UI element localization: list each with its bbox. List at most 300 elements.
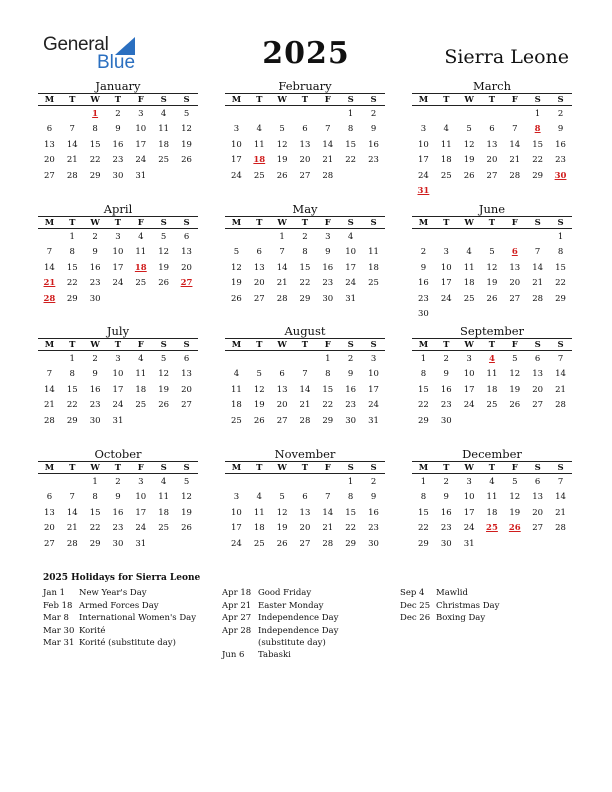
day-cell: 2 — [557, 108, 564, 119]
day-cell: 25 — [368, 278, 379, 289]
holiday-date: Apr 28 — [222, 625, 252, 636]
day-cell: 27 — [532, 523, 544, 534]
month-name: June — [478, 202, 506, 216]
day-cell: 2 — [92, 231, 98, 242]
holiday-name: Boxing Day — [436, 613, 486, 623]
week-row — [225, 413, 385, 429]
day-cell: 21 — [44, 400, 55, 411]
day-cell: 2 — [302, 231, 308, 242]
day-cell: 11 — [486, 369, 498, 380]
day-cell: 28 — [322, 538, 334, 549]
weekday-header: F — [316, 217, 339, 229]
day-cell: 6 — [489, 124, 495, 135]
day-cell: 23 — [322, 278, 334, 289]
day-cell: 4 — [138, 353, 144, 364]
weekday-header: S — [362, 217, 385, 229]
month-name: December — [462, 447, 522, 461]
week-row — [412, 536, 572, 552]
day-cell: 27 — [486, 170, 498, 181]
day-cell: 14 — [555, 369, 566, 380]
holiday-day: 4 — [488, 353, 495, 364]
day-cell: 24 — [345, 278, 357, 289]
empty-day-cell — [412, 106, 435, 122]
day-cell: 15 — [89, 139, 101, 150]
week-row — [225, 276, 385, 292]
day-cell: 24 — [368, 400, 379, 411]
weekday-header: T — [61, 94, 84, 106]
page-title-year: 2025 — [262, 36, 350, 71]
week-row — [412, 398, 572, 414]
weekday-header: S — [549, 217, 572, 229]
day-cell: 1 — [420, 353, 427, 364]
empty-day-cell — [503, 413, 526, 429]
day-cell: 6 — [534, 353, 541, 364]
holiday-entry — [400, 612, 570, 624]
day-cell: 14 — [44, 384, 55, 395]
day-cell: 4 — [160, 476, 167, 487]
weekday-header: S — [175, 94, 198, 106]
empty-day-cell — [526, 536, 549, 552]
empty-day-cell — [549, 536, 572, 552]
month-name: October — [94, 447, 142, 461]
day-cell: 24 — [463, 523, 475, 534]
day-cell: 4 — [138, 231, 144, 242]
holiday-date: Dec 26 — [400, 613, 431, 623]
day-cell: 14 — [322, 507, 334, 518]
day-cell: 31 — [345, 293, 357, 304]
month-december — [412, 447, 572, 552]
day-cell: 1 — [279, 231, 285, 242]
day-cell: 5 — [466, 124, 472, 135]
day-cell: 6 — [183, 231, 190, 242]
day-cell: 16 — [112, 139, 124, 150]
month-table — [38, 216, 198, 307]
day-cell: 26 — [276, 170, 288, 181]
day-cell: 25 — [463, 293, 475, 304]
weekday-header: W — [84, 462, 107, 474]
week-row — [38, 351, 198, 367]
month-february — [225, 79, 385, 184]
week-row — [412, 307, 572, 323]
day-cell: 9 — [443, 369, 449, 380]
day-cell: 29 — [532, 170, 544, 181]
day-cell: 12 — [463, 139, 475, 150]
empty-day-cell — [458, 307, 481, 323]
day-cell: 21 — [276, 278, 288, 289]
day-cell: 5 — [233, 247, 240, 258]
day-cell: 28 — [555, 523, 566, 534]
day-cell: 11 — [463, 262, 475, 273]
weekday-header: W — [458, 217, 481, 229]
day-cell: 18 — [231, 400, 242, 411]
empty-day-cell — [271, 474, 294, 490]
day-cell: 17 — [440, 278, 452, 289]
day-cell: 28 — [322, 170, 334, 181]
day-cell: 31 — [135, 538, 147, 549]
day-cell: 9 — [92, 247, 98, 258]
day-cell: 21 — [66, 155, 78, 166]
week-row — [38, 521, 198, 537]
day-cell — [84, 106, 107, 122]
weekday-header: W — [458, 462, 481, 474]
day-cell: 26 — [181, 155, 192, 166]
day-cell: 19 — [253, 400, 265, 411]
holiday-day: 8 — [534, 124, 541, 135]
weekday-header: T — [435, 217, 458, 229]
day-cell: 10 — [440, 262, 452, 273]
weekday-header: S — [152, 339, 175, 351]
weekday-header: M — [38, 217, 61, 229]
day-cell: 2 — [370, 476, 377, 487]
weekday-header: M — [225, 217, 248, 229]
weekday-header: F — [503, 94, 526, 106]
holiday-name: Christmas Day — [436, 600, 500, 611]
weekday-header: W — [84, 339, 107, 351]
day-cell: 12 — [181, 124, 192, 135]
day-cell: 22 — [322, 400, 334, 411]
week-row — [38, 490, 198, 506]
week-row — [412, 168, 572, 184]
day-cell: 1 — [534, 108, 541, 119]
weekday-header: S — [152, 217, 175, 229]
day-cell: 16 — [112, 507, 124, 518]
empty-day-cell — [362, 168, 385, 184]
day-cell: 27 — [44, 170, 55, 181]
day-cell: 16 — [89, 262, 101, 273]
weekday-header: W — [84, 94, 107, 106]
day-cell — [38, 276, 61, 292]
day-cell: 2 — [92, 353, 98, 364]
day-cell: 21 — [555, 384, 566, 395]
holiday-date: Mar 31 — [43, 638, 75, 648]
day-cell: 5 — [512, 353, 518, 364]
week-row — [412, 122, 572, 138]
day-cell: 16 — [322, 262, 334, 273]
week-row — [412, 382, 572, 398]
day-cell: 11 — [253, 507, 265, 518]
month-name: March — [473, 79, 511, 93]
day-cell: 12 — [158, 247, 170, 258]
day-cell: 13 — [532, 369, 544, 380]
day-cell: 8 — [557, 247, 564, 258]
day-cell: 8 — [420, 369, 427, 380]
weekday-header: S — [152, 94, 175, 106]
day-cell: 3 — [233, 124, 240, 135]
day-cell: 18 — [158, 139, 170, 150]
day-cell: 9 — [557, 124, 564, 135]
week-row — [38, 122, 198, 138]
weekday-header: S — [362, 339, 385, 351]
day-cell: 1 — [69, 231, 75, 242]
day-cell: 16 — [89, 384, 101, 395]
day-cell: 12 — [181, 492, 192, 503]
day-cell: 25 — [231, 415, 242, 426]
day-cell: 10 — [463, 492, 475, 503]
weekday-header: S — [526, 217, 549, 229]
day-cell: 23 — [89, 400, 101, 411]
day-cell — [549, 168, 572, 184]
weekday-header: M — [38, 339, 61, 351]
day-cell: 20 — [276, 400, 288, 411]
day-cell: 13 — [181, 369, 192, 380]
day-cell: 7 — [279, 247, 285, 258]
holiday-day: 18 — [134, 262, 147, 273]
weekday-header: S — [339, 217, 362, 229]
day-cell: 12 — [158, 369, 170, 380]
empty-day-cell — [248, 351, 271, 367]
week-row — [225, 245, 385, 261]
day-cell: 9 — [443, 492, 449, 503]
day-cell: 29 — [89, 538, 101, 549]
day-cell: 21 — [322, 523, 334, 534]
week-row — [225, 291, 385, 307]
day-cell: 11 — [135, 247, 147, 258]
day-cell: 20 — [532, 384, 544, 395]
week-row — [38, 367, 198, 383]
week-row — [38, 229, 198, 245]
day-cell: 11 — [486, 492, 498, 503]
day-cell: 15 — [345, 139, 357, 150]
day-cell: 28 — [509, 170, 521, 181]
week-row — [412, 505, 572, 521]
weekday-header: S — [526, 94, 549, 106]
empty-day-cell — [503, 184, 526, 200]
day-cell: 26 — [486, 293, 498, 304]
day-cell: 29 — [89, 170, 101, 181]
holiday-entry — [222, 587, 387, 599]
day-cell: 12 — [276, 507, 288, 518]
week-row — [412, 153, 572, 169]
day-cell: 14 — [66, 507, 78, 518]
weekday-header: T — [481, 217, 504, 229]
weekday-header: S — [339, 462, 362, 474]
day-cell: 25 — [135, 278, 147, 289]
day-cell: 2 — [115, 108, 121, 119]
day-cell: 7 — [325, 492, 331, 503]
holiday-name: Easter Monday — [258, 600, 324, 611]
logo-word-general: General — [43, 34, 109, 55]
day-cell: 29 — [555, 293, 566, 304]
day-cell: 17 — [231, 523, 242, 534]
weekday-header: F — [129, 339, 152, 351]
weekday-header: M — [225, 94, 248, 106]
day-cell: 28 — [555, 400, 566, 411]
weekday-header: W — [271, 94, 294, 106]
weekday-header: T — [107, 217, 130, 229]
weekday-header: F — [503, 217, 526, 229]
empty-day-cell — [248, 474, 271, 490]
holiday-day: 28 — [43, 293, 56, 304]
weekday-header: T — [61, 462, 84, 474]
day-cell: 29 — [66, 293, 78, 304]
empty-day-cell — [339, 168, 362, 184]
day-cell: 11 — [440, 139, 452, 150]
holiday-entry — [43, 612, 213, 624]
week-row — [225, 474, 385, 490]
weekday-header: S — [526, 462, 549, 474]
weekday-header: S — [175, 462, 198, 474]
day-cell — [248, 153, 271, 169]
holiday-entry — [400, 587, 570, 599]
holiday-name: Mawlid — [436, 588, 468, 598]
day-cell: 9 — [370, 492, 377, 503]
day-cell: 31 — [135, 170, 147, 181]
day-cell: 22 — [418, 523, 429, 534]
empty-day-cell — [129, 291, 152, 307]
day-cell: 5 — [279, 492, 285, 503]
day-cell: 29 — [345, 538, 357, 549]
day-cell: 26 — [158, 278, 170, 289]
week-row — [38, 536, 198, 552]
day-cell: 18 — [158, 507, 170, 518]
empty-day-cell — [481, 536, 504, 552]
empty-day-cell — [271, 351, 294, 367]
weekday-header: M — [38, 462, 61, 474]
day-cell: 4 — [160, 108, 167, 119]
day-cell: 16 — [555, 139, 566, 150]
day-cell: 18 — [253, 523, 265, 534]
holiday-name: Good Friday — [258, 588, 312, 598]
day-cell: 18 — [135, 384, 147, 395]
month-table — [412, 93, 572, 199]
day-cell: 13 — [276, 384, 288, 395]
day-cell: 8 — [325, 369, 331, 380]
day-cell: 10 — [231, 507, 242, 518]
day-cell: 22 — [299, 278, 311, 289]
empty-day-cell — [526, 413, 549, 429]
empty-day-cell — [435, 229, 458, 245]
day-cell: 30 — [368, 538, 379, 549]
holiday-date: Sep 4 — [400, 588, 425, 598]
holiday-entry — [43, 587, 213, 599]
day-cell: 2 — [443, 353, 449, 364]
week-row — [225, 367, 385, 383]
day-cell: 19 — [181, 139, 192, 150]
empty-day-cell — [61, 474, 84, 490]
day-cell: 22 — [555, 278, 566, 289]
day-cell: 20 — [181, 262, 192, 273]
day-cell: 6 — [46, 492, 53, 503]
day-cell: 21 — [532, 278, 544, 289]
day-cell — [175, 276, 198, 292]
day-cell: 5 — [183, 476, 190, 487]
empty-day-cell — [152, 413, 175, 429]
holiday-column — [222, 587, 387, 662]
day-cell: 21 — [299, 400, 311, 411]
day-cell: 18 — [486, 384, 498, 395]
day-cell: 13 — [181, 247, 192, 258]
day-cell: 30 — [440, 538, 452, 549]
day-cell: 19 — [509, 384, 521, 395]
day-cell: 20 — [44, 523, 55, 534]
day-cell: 27 — [299, 538, 311, 549]
month-name: September — [459, 324, 525, 338]
day-cell: 5 — [160, 231, 167, 242]
day-cell: 14 — [299, 384, 311, 395]
day-cell: 24 — [463, 400, 475, 411]
day-cell: 14 — [66, 139, 78, 150]
day-cell: 22 — [66, 400, 78, 411]
day-cell: 19 — [276, 155, 288, 166]
weekday-header: W — [458, 94, 481, 106]
empty-day-cell — [225, 474, 248, 490]
day-cell: 24 — [112, 400, 124, 411]
empty-day-cell — [107, 291, 130, 307]
holiday-name: Korité (substitute day) — [79, 638, 176, 648]
day-cell — [129, 260, 152, 276]
week-row — [225, 490, 385, 506]
week-row — [412, 367, 572, 383]
day-cell: 5 — [512, 476, 518, 487]
day-cell: 22 — [418, 400, 429, 411]
week-row — [38, 474, 198, 490]
day-cell: 4 — [489, 476, 495, 487]
weekday-header: W — [271, 217, 294, 229]
empty-day-cell — [481, 229, 504, 245]
empty-day-cell — [271, 106, 294, 122]
day-cell: 20 — [253, 278, 265, 289]
week-row — [225, 351, 385, 367]
holiday-column — [400, 587, 570, 625]
holiday-name: Tabaski — [258, 650, 291, 660]
empty-day-cell — [225, 106, 248, 122]
day-cell: 9 — [370, 124, 377, 135]
holiday-day: 27 — [180, 278, 193, 289]
week-row — [225, 168, 385, 184]
day-cell: 18 — [486, 507, 498, 518]
day-cell: 30 — [112, 170, 124, 181]
day-cell: 6 — [46, 124, 53, 135]
day-cell: 1 — [325, 353, 331, 364]
day-cell: 9 — [115, 124, 121, 135]
day-cell: 7 — [325, 124, 331, 135]
day-cell: 3 — [138, 108, 144, 119]
day-cell: 3 — [443, 247, 449, 258]
empty-day-cell — [248, 229, 271, 245]
day-cell: 8 — [302, 247, 308, 258]
day-cell: 15 — [89, 507, 101, 518]
day-cell: 14 — [555, 492, 566, 503]
day-cell: 20 — [486, 155, 498, 166]
empty-day-cell — [294, 106, 317, 122]
week-row — [38, 505, 198, 521]
holiday-date: Feb 18 — [43, 600, 73, 611]
day-cell: 4 — [256, 124, 262, 135]
day-cell: 20 — [532, 507, 544, 518]
day-cell: 1 — [557, 231, 564, 242]
month-name: May — [292, 202, 318, 216]
day-cell: 11 — [158, 124, 170, 135]
week-row — [225, 106, 385, 122]
holiday-entry — [400, 600, 570, 612]
day-cell: 3 — [370, 353, 377, 364]
day-cell: 4 — [347, 231, 354, 242]
day-cell — [503, 245, 526, 261]
day-cell: 23 — [418, 293, 429, 304]
month-table — [412, 216, 572, 322]
weekday-header: F — [129, 94, 152, 106]
day-cell: 29 — [418, 415, 429, 426]
day-cell: 22 — [89, 523, 101, 534]
week-row — [225, 260, 385, 276]
day-cell: 7 — [534, 247, 541, 258]
weekday-header: T — [294, 462, 317, 474]
day-cell: 9 — [325, 247, 331, 258]
week-row — [38, 168, 198, 184]
day-cell: 11 — [135, 369, 147, 380]
day-cell: 4 — [256, 492, 262, 503]
empty-day-cell — [362, 229, 385, 245]
